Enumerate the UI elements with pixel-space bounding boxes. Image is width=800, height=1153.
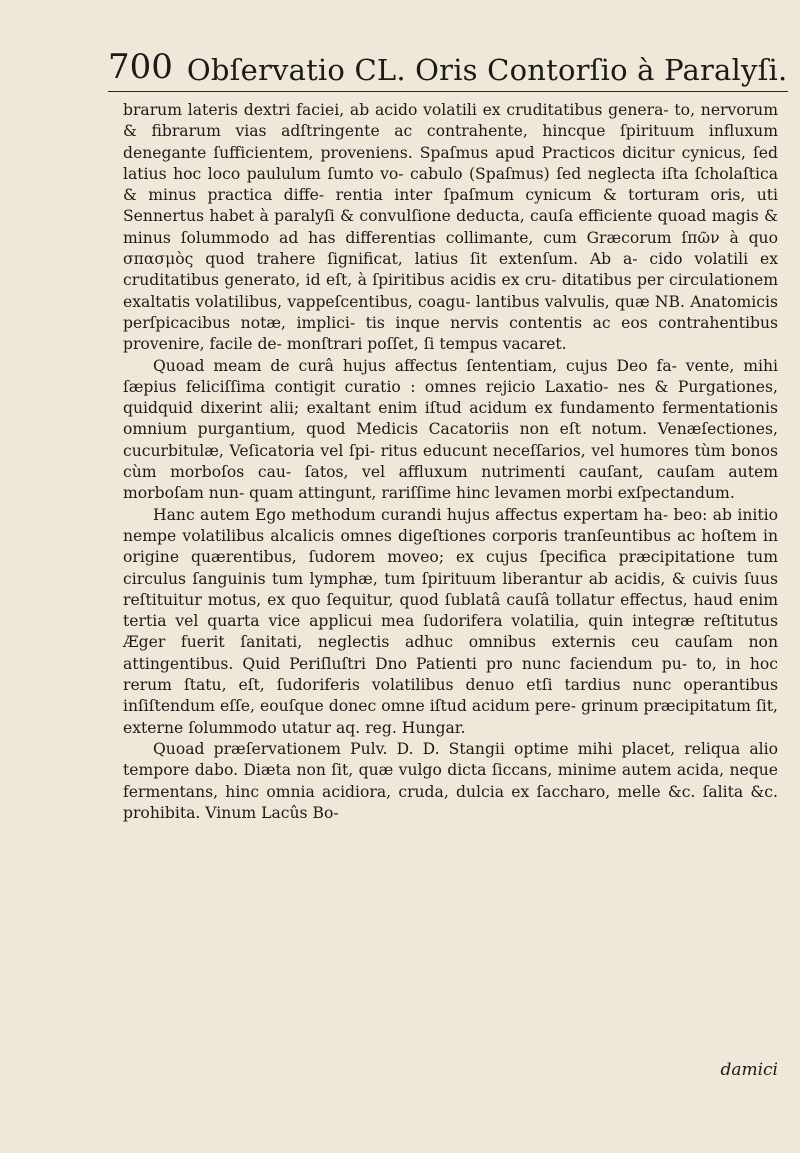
paragraph-4: Quoad præſervationem Pulv. D. D. Stangii optime mihi placet, reliqua alio tempore dabo. Diæta non ſit, quæ vulgo dicta ſiccans, minime autem acida, neque fermentans, hinc omnia acidiora, cruda, dulcia ex ſaccharo, melle &c. ſalita &c. prohibita. Vinum Lacûs Bo- — [123, 739, 778, 822]
running-title: Obſervatio CL. Oris Contorſio à Paralyſi. — [186, 53, 788, 87]
body-text — [123, 100, 778, 824]
paragraph-1: brarum lateris dextri faciei, ab acido volatili ex cruditatibus genera- to, nervorum & fibrarum vias adſtringente ac contrahente, hincque ſpirituum influxum denegante ſufficientem, proveniens. Spaſmus apud Practicos dicitur cynicus, ſed latius hoc loco paululum ſumto vo- cabulo (Spaſmus) ſed neglecta iſta ſcholaſtica & minus practica diffe- rentia inter ſpaſmum cynicum & torturam oris, uti Sennertus habet à paralyſi & convulſione deducta, cauſa efficiente quoad magis & minus ſolummodo ad has differentias collimante, cum Græcorum ſπῶν à quo σπασμὸς quod trahere ſignificat, latius ſit extenſum. Ab a- cido volatili ex cruditatibus generato, id eſt, à ſpiritibus acidis ex cru- ditatibus per circulationem exaltatis volatilibus, vappeſcentibus, coagu- lantibus valvulis, quæ NB. Anatomicis perſpicacibus notæ, implici- tis inque nervis contentis ac eos contrahentibus provenire, facile de- monſtrari poſſet, ſi tempus vacaret. — [123, 101, 778, 354]
page-number: 700 — [108, 47, 173, 87]
catchword: damici — [720, 1060, 778, 1080]
paragraph-2: Quoad meam de curâ hujus affectus ſententiam, cujus Deo fa- vente, mihi ſæpius feliciſſima contigit curatio : omnes rejicio Laxatio- nes & Purgationes, quidquid dixerint alii; exaltant enim iſtud acidum ex fundamento fermentationis omnium purgantium, quod Medicis Cacatoriis non eſt notum. Venæſectiones, cucurbitulæ, Veſicatoria vel ſpi- ritus educunt neceſſarios, vel humores tùm bonos cùm morboſos cau- ſatos, vel affluxum nutrimenti cauſant, cauſam autem morboſam nun- quam attingunt, rariſſime hinc levamen morbi exſpectandum. — [123, 356, 778, 503]
page-header — [108, 40, 788, 92]
paragraph-3: Hanc autem Ego methodum curandi hujus affectus expertam ha- beo: ab initio nempe volatilibus alcalicis omnes digeſtiones corporis tranſeuntibus ac hoſtem in origine quærentibus, ſudorem moveo; ex cujus ſpecifica præcipitatione tum circulus ſanguinis tum lymphæ, tum ſpirituum liberantur ab acidis, & cuivis ſuus reſtituitur motus, ex quo ſequitur, quod ſublatâ cauſâ tollatur effectus, haud enim tertia vel quarta vice applicui mea ſudorifera volatilia, quin integræ reſtitutus Æger fuerit ſanitati, neglectis adhuc omnibus externis ceu cauſam non attingentibus. Quid Periſluſtri Dno Patienti pro nunc faciendum pu- to, in hoc rerum ſtatu, eſt, ſudoriferis volatilibus denuo etſi tardius nunc operantibus inſiſtendum eſſe, eouſque donec omne iſtud acidum pere- grinum præcipitatum ſit, externe ſolummodo utatur aq. reg. Hungar. — [123, 505, 778, 737]
